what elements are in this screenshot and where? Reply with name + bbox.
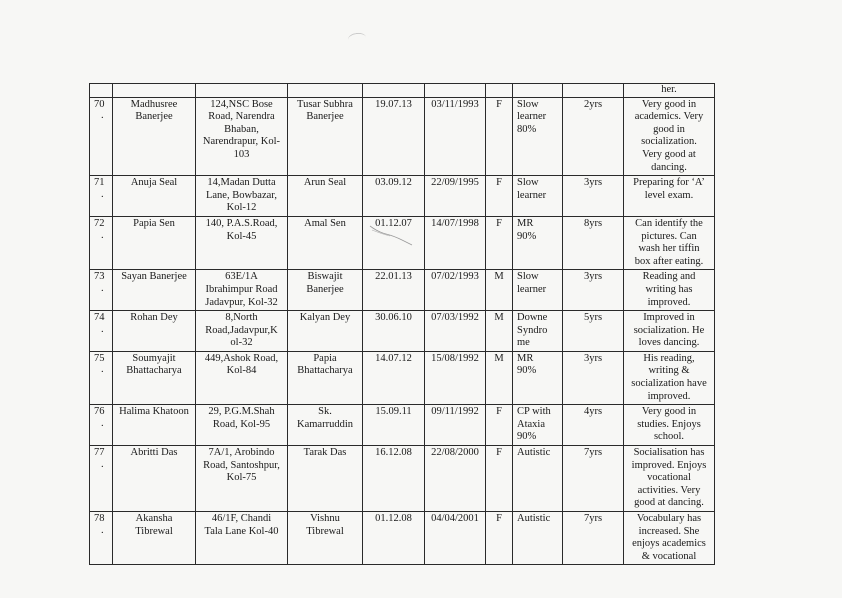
serial-number-cell [90, 270, 113, 311]
admission-date-cell: 19.07.13 [363, 97, 425, 176]
serial-number: 70 [94, 98, 105, 110]
serial-number: 76 [94, 406, 105, 418]
serial-dot: . [101, 524, 104, 536]
cell [196, 84, 288, 98]
remarks-cell: Can identify the pictures. Can wash her tiffin box after eating. [624, 216, 715, 269]
student-name-cell: Akansha Tibrewal [113, 512, 196, 565]
cell [363, 84, 425, 98]
table-row [90, 405, 715, 446]
diagnosis-cell: Downe Syndro me [513, 311, 563, 352]
address-cell: 140, P.A.S.Road, Kol-45 [196, 216, 288, 269]
paper-mark [347, 32, 366, 45]
remarks-cell: Socialisation has improved. Enjoys vocational activities. Very good at dancing. [624, 446, 715, 512]
table-row [90, 311, 715, 352]
cell [563, 84, 624, 98]
address-cell: 449,Ashok Road, Kol-84 [196, 351, 288, 404]
duration-cell: 3yrs [563, 351, 624, 404]
diagnosis-cell: Autistic [513, 446, 563, 512]
duration-cell: 3yrs [563, 176, 624, 217]
remarks-cell: her. [624, 84, 715, 98]
table-row [90, 97, 715, 176]
date-of-birth-cell: 09/11/1992 [425, 405, 486, 446]
serial-dot: . [101, 110, 104, 122]
serial-number: 71 [94, 177, 105, 189]
serial-dot: . [101, 282, 104, 294]
address-cell: 29, P.G.M.Shah Road, Kol-95 [196, 405, 288, 446]
cell [513, 84, 563, 98]
sex-cell: F [486, 512, 513, 565]
serial-number-cell [90, 176, 113, 217]
serial-number: 77 [94, 447, 105, 459]
serial-number-cell [90, 311, 113, 352]
remarks-cell: Vocabulary has increased. She enjoys academics & vocational [624, 512, 715, 565]
duration-cell: 7yrs [563, 446, 624, 512]
diagnosis-cell: Slow learner [513, 270, 563, 311]
remarks-cell: His reading, writing & socialization have improved. [624, 351, 715, 404]
diagnosis-cell: MR 90% [513, 351, 563, 404]
serial-number: 73 [94, 271, 105, 283]
guardian-name-cell: Tusar Subhra Banerjee [288, 97, 363, 176]
serial-dot: . [101, 364, 104, 376]
date-of-birth-cell: 22/08/2000 [425, 446, 486, 512]
student-name-cell: Papia Sen [113, 216, 196, 269]
sex-cell: F [486, 97, 513, 176]
student-name-cell: Madhusree Banerjee [113, 97, 196, 176]
serial-number-cell [90, 405, 113, 446]
guardian-name-cell: Vishnu Tibrewal [288, 512, 363, 565]
guardian-name-cell: Papia Bhattacharya [288, 351, 363, 404]
address-cell: 63E/1A Ibrahimpur Road Jadavpur, Kol-32 [196, 270, 288, 311]
remarks-cell: Very good in studies. Enjoys school. [624, 405, 715, 446]
sex-cell: M [486, 311, 513, 352]
diagnosis-cell: CP with Ataxia 90% [513, 405, 563, 446]
duration-cell: 5yrs [563, 311, 624, 352]
date-of-birth-cell: 07/02/1993 [425, 270, 486, 311]
diagnosis-cell: Slow learner 80% [513, 97, 563, 176]
address-cell: 7A/1, Arobindo Road, Santoshpur, Kol-75 [196, 446, 288, 512]
serial-dot: . [101, 229, 104, 241]
guardian-name-cell: Kalyan Dey [288, 311, 363, 352]
continuation-row [90, 84, 715, 98]
guardian-name-cell: Sk. Kamarruddin [288, 405, 363, 446]
remarks-cell: Very good in academics. Very good in socialization. Very good at dancing. [624, 97, 715, 176]
sex-cell: M [486, 270, 513, 311]
remarks-cell: Reading and writing has improved. [624, 270, 715, 311]
sex-cell: F [486, 216, 513, 269]
serial-number: 78 [94, 513, 105, 524]
student-records-table [89, 83, 715, 565]
admission-date-cell: 22.01.13 [363, 270, 425, 311]
remarks-cell: Preparing for ‘A’ level exam. [624, 176, 715, 217]
remarks-cell: Improved in socialization. He loves dancing. [624, 311, 715, 352]
serial-number-cell [90, 351, 113, 404]
guardian-name-cell: Tarak Das [288, 446, 363, 512]
table-row [90, 216, 715, 269]
student-name-cell: Rohan Dey [113, 311, 196, 352]
sex-cell: F [486, 176, 513, 217]
diagnosis-cell: Autistic [513, 512, 563, 565]
serial-number-cell [90, 97, 113, 176]
cell [486, 84, 513, 98]
cell [425, 84, 486, 98]
address-cell: 14,Madan Dutta Lane, Bowbazar, Kol-12 [196, 176, 288, 217]
admission-date-cell: 03.09.12 [363, 176, 425, 217]
serial-number: 75 [94, 352, 105, 364]
duration-cell: 3yrs [563, 270, 624, 311]
table-row [90, 512, 715, 565]
table-body [90, 84, 715, 565]
diagnosis-cell: Slow learner [513, 176, 563, 217]
address-cell: 8,North Road,Jadavpur,K ol-32 [196, 311, 288, 352]
address-cell: 46/1F, Chandi Tala Lane Kol-40 [196, 512, 288, 565]
serial-dot: . [101, 188, 104, 200]
diagnosis-cell: MR 90% [513, 216, 563, 269]
serial-number-cell [90, 446, 113, 512]
address-cell: 124,NSC Bose Road, Narendra Bhaban, Narendrapur, Kol- 103 [196, 97, 288, 176]
table-row [90, 446, 715, 512]
serial-number: 72 [94, 217, 105, 229]
date-of-birth-cell: 15/08/1992 [425, 351, 486, 404]
date-of-birth-cell: 07/03/1992 [425, 311, 486, 352]
table-row [90, 351, 715, 404]
admission-date-cell: 14.07.12 [363, 351, 425, 404]
table-row [90, 176, 715, 217]
date-of-birth-cell: 22/09/1995 [425, 176, 486, 217]
student-name-cell: Anuja Seal [113, 176, 196, 217]
duration-cell: 8yrs [563, 216, 624, 269]
cell [288, 84, 363, 98]
sex-cell: F [486, 405, 513, 446]
admission-date-cell: 16.12.08 [363, 446, 425, 512]
serial-dot: . [101, 323, 104, 335]
serial-dot: . [101, 458, 104, 470]
student-name-cell: Soumyajit Bhattacharya [113, 351, 196, 404]
admission-date-cell: 30.06.10 [363, 311, 425, 352]
serial-dot: . [101, 417, 104, 429]
date-of-birth-cell: 04/04/2001 [425, 512, 486, 565]
duration-cell: 2yrs [563, 97, 624, 176]
cell [113, 84, 196, 98]
student-name-cell: Sayan Banerjee [113, 270, 196, 311]
cell [90, 84, 113, 98]
sex-cell: F [486, 446, 513, 512]
sex-cell: M [486, 351, 513, 404]
guardian-name-cell: Biswajit Banerjee [288, 270, 363, 311]
admission-date-cell: 15.09.11 [363, 405, 425, 446]
duration-cell: 7yrs [563, 512, 624, 565]
student-name-cell: Halima Khatoon [113, 405, 196, 446]
guardian-name-cell: Amal Sen [288, 216, 363, 269]
student-name-cell: Abritti Das [113, 446, 196, 512]
date-of-birth-cell: 03/11/1993 [425, 97, 486, 176]
admission-date-cell: 01.12.07 [363, 216, 425, 269]
guardian-name-cell: Arun Seal [288, 176, 363, 217]
table-row [90, 270, 715, 311]
serial-number-cell [90, 216, 113, 269]
admission-date-cell: 01.12.08 [363, 512, 425, 565]
date-of-birth-cell: 14/07/1998 [425, 216, 486, 269]
serial-number-cell [90, 512, 113, 565]
duration-cell: 4yrs [563, 405, 624, 446]
serial-number: 74 [94, 312, 105, 324]
